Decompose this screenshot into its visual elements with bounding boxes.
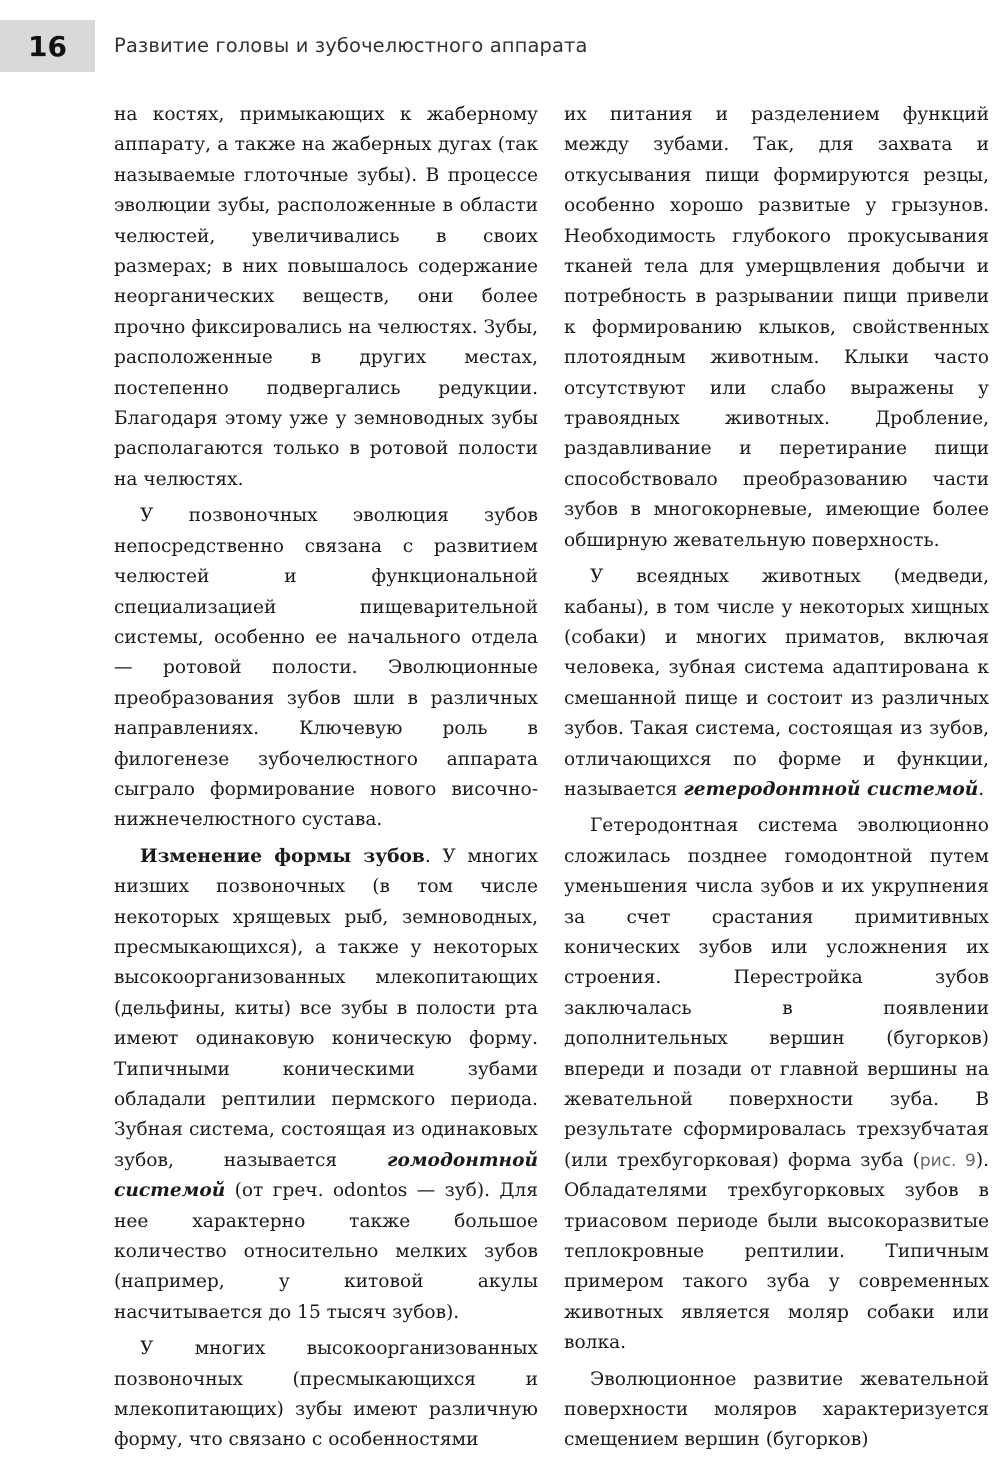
paragraph: У многих высокоорганизованных позвоночных (пресмыкающихся и млекопитающих) зубы имеют различную форму, что связано с особенностями xyxy=(114,1338,538,1451)
paragraph xyxy=(564,811,989,1358)
right-column xyxy=(564,100,989,1456)
page-number: 16 xyxy=(28,29,67,63)
term-homodont: гомодонтной системой xyxy=(114,1149,538,1202)
page-number-box xyxy=(0,20,95,72)
paragraph xyxy=(114,842,538,1329)
left-column xyxy=(114,100,538,1456)
section-heading: Изменение формы зубов xyxy=(140,845,425,867)
paragraph-text: Гетеродонтная система эволюционно сложилась позднее гомодонтной путем уменьшения числа зубов и их укрупнения за счет срастания примитивных конических зубов или усложнения их строения. Перестройка зубов заключалась в появлении дополнительных вершин (бугорков) впереди и позади от главной вершины на жевательной поверхности зуба. В результате сформировалась трехзубчатая (или трехбугорковая) форма зуба ( xyxy=(564,815,989,1171)
paragraph-text: . У многих низших позвоночных (в том числе некоторых хрящевых рыб, земноводных, пресмыкающихся), а также у некоторых высокоорганизованных млекопитающих (дельфины, киты) все зубы в полости рта имеют одинаковую коническую форму. Типичными коническими зубами обладали рептилии пермского периода. Зубная система, состоящая из одинаковых зубов, называется xyxy=(114,845,538,1171)
paragraph: Эволюционное развитие жевательной поверхности моляров характеризуется смещением вершин (бугорков) xyxy=(564,1368,989,1451)
page-header xyxy=(0,0,1000,90)
running-title: Развитие головы и зубочелюстного аппарата xyxy=(114,34,588,57)
term-heterodont: гетеродонтной системой xyxy=(683,778,979,800)
paragraph: на костях, примыкающих к жаберному аппарату, а также на жаберных дугах (так называемые глоточные зубы). В процессе эволюции зубы, расположенные в области челюстей, увеличивались в своих размерах; в них повышалось содержание неорганических веществ, они более прочно фиксировались на челюстях. Зубы, расположенные в других местах, постепенно подвергались редукции. Благодаря этому уже у земноводных зубы располагаются только в ротовой полости на челюстях. xyxy=(114,104,538,490)
paragraph-text: ). Обладателями трехбугорковых зубов в триасовом периоде были высокоразвитые теплокровные рептилии. Типичным примером такого зуба у современных животных является моляр собаки или волка. xyxy=(564,1149,989,1354)
paragraph-text: . xyxy=(978,778,985,800)
paragraph: У позвоночных эволюция зубов непосредственно связана с развитием челюстей и функциональной специализацией пищеварительной системы, особенно ее начального отдела — ротовой полости. Эволюционные преобразования зубов шли в различных направлениях. Ключевую роль в филогенезе зубочелюстного аппарата сыграло формирование нового височно-нижнечелюстного сустава. xyxy=(114,505,538,831)
paragraph: их питания и разделением функций между зубами. Так, для захвата и откусывания пищи формируются резцы, особенно хорошо развитые у грызунов. Необходимость глубокого прокусывания тканей тела для умерщвления добычи и потребность в разрывании пищи привели к формированию клыков, свойственных плотоядным животным. Клыки часто отсутствуют или слабо выражены у травоядных животных. Дробление, раздавливание и перетирание пищи способствовало преобразованию части зубов в многокорневые, имеющие более обширную жевательную поверхность. xyxy=(564,104,989,551)
paragraph-text: У всеядных животных (медведи, кабаны), в том числе у некоторых хищных (собаки) и многих приматов, включая человека, зубная система адаптирована к смешанной пище и состоит из различных зубов. Такая система, состоящая из зубов, отличающихся по форме и функции, называется xyxy=(564,566,989,800)
figure-reference[interactable]: рис. 9 xyxy=(919,1150,976,1171)
paragraph-text: (от греч. odontos — зуб). Для нее характерно также большое количество относительно мелких зубов (например, у китовой акулы насчитывается до 15 тысяч зубов). xyxy=(114,1180,538,1323)
paragraph xyxy=(564,562,989,805)
